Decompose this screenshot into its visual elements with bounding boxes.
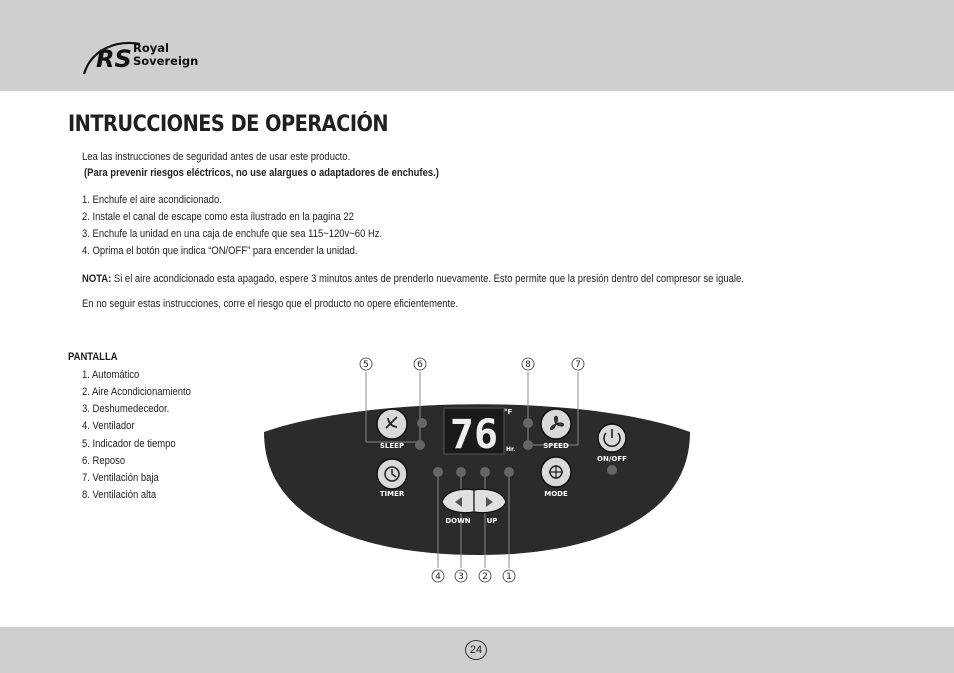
callout-1: 1	[506, 572, 512, 582]
low-fan-indicator-icon	[523, 440, 533, 450]
pantalla-item: 5. Indicador de tiempo	[82, 438, 176, 450]
sleep-indicator-icon	[415, 440, 425, 450]
intro-text: Lea las instrucciones de seguridad antes de usar este producto.	[82, 151, 351, 163]
step-2: 2. Instale el canal de escape como esta ilustrado en la pagina 22	[82, 211, 354, 223]
callout-6: 6	[417, 360, 423, 370]
down-label: DOWN	[445, 517, 471, 525]
callout-4: 4	[435, 572, 441, 582]
pantalla-item: 1. Automático	[82, 369, 140, 381]
efficiency-warning: En no seguir estas instrucciones, corre el riesgo que el producto no opere eficientemente.	[82, 298, 458, 310]
dehumidifier-indicator-icon	[456, 467, 466, 477]
temperature-display: 76	[449, 412, 499, 458]
high-fan-indicator-icon	[523, 418, 533, 428]
brand-line-2: Sovereign	[133, 54, 199, 68]
pantalla-item: 4. Ventilador	[82, 420, 135, 432]
step-3: 3. Enchufe la unidad en una caja de enchufe que sea 115~120v~60 Hz.	[82, 228, 383, 240]
note-paragraph	[82, 273, 744, 286]
page-number: 24	[465, 640, 487, 660]
electrical-warning: (Para prevenir riesgos eléctricos, no use alargues o adaptadores de enchufes.)	[84, 167, 439, 179]
sleep-label: SLEEP	[379, 442, 405, 450]
step-1: 1. Enchufe el aire acondicionado.	[82, 194, 222, 206]
brand-line-1: Royal	[133, 41, 169, 55]
pantalla-item: 6. Reposo	[82, 455, 126, 467]
note-text: Si el aire acondicionado esta apagado, espere 3 minutos antes de prenderlo nuevamente. Esto permite que la presión dentro del compresor se iguale.	[113, 273, 744, 285]
callout-7: 7	[575, 360, 581, 370]
auto-mode-indicator-icon	[504, 467, 514, 477]
callout-8: 8	[525, 360, 531, 370]
onoff-label: ON/OFF	[597, 455, 627, 463]
fan-mode-indicator-icon	[433, 467, 443, 477]
brand-name	[133, 42, 198, 68]
pantalla-item: 8. Ventilación alta	[82, 489, 157, 501]
pantalla-item: 7. Ventilación baja	[82, 472, 159, 484]
reposo-indicator-icon	[417, 418, 427, 428]
page-title: INTRUCCIONES DE OPERACIÓN	[68, 112, 389, 137]
sleep-button	[377, 409, 407, 439]
up-label: UP	[486, 517, 498, 525]
pantalla-item: 3. Deshumedecedor.	[82, 403, 170, 415]
mode-label: MODE	[544, 490, 568, 498]
callout-3: 3	[458, 572, 464, 582]
fahrenheit-unit: °F	[504, 408, 513, 416]
speed-label: SPEED	[543, 442, 569, 450]
callout-2: 2	[482, 572, 488, 582]
cool-mode-indicator-icon	[480, 467, 490, 477]
power-indicator-icon	[607, 465, 617, 475]
svg-text:RS: RS	[96, 45, 132, 73]
timer-label: TIMER	[379, 490, 405, 498]
pantalla-title: PANTALLA	[68, 351, 118, 363]
callout-5: 5	[363, 360, 369, 370]
pantalla-item: 2. Aire Acondicionamiento	[82, 386, 191, 398]
control-panel-diagram	[250, 350, 710, 590]
step-4: 4. Oprima el botón que indica “ON/OFF” para encender la unidad.	[82, 245, 358, 257]
note-label: NOTA:	[82, 273, 112, 285]
hours-label: Hr.	[506, 446, 516, 453]
